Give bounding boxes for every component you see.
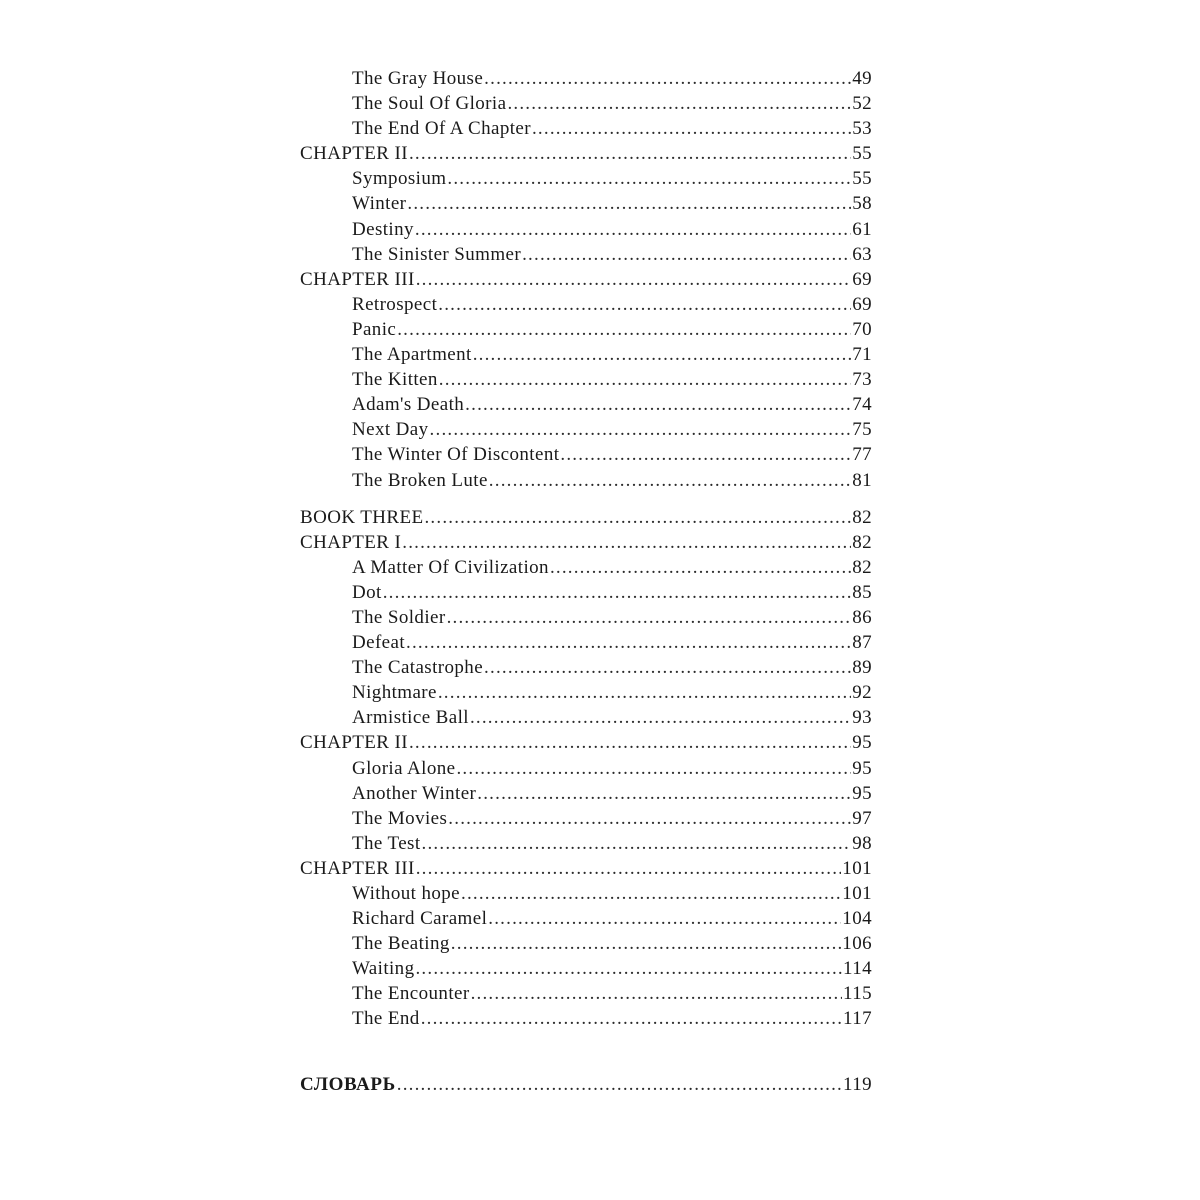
toc-entry xyxy=(300,191,872,216)
toc-entry-title: The Broken Lute xyxy=(352,469,488,491)
toc-leader-dots xyxy=(522,242,851,267)
toc-entry-page: 77 xyxy=(852,444,872,466)
toc-entry-title: Symposium xyxy=(352,168,447,190)
toc-leader-dots xyxy=(470,705,851,730)
toc-entry-page: 69 xyxy=(852,268,872,290)
toc-entry-page: 101 xyxy=(842,857,872,879)
toc-entry-page: 117 xyxy=(843,1008,872,1030)
toc-entry-title: Richard Caramel xyxy=(352,908,488,930)
toc-entry xyxy=(300,442,872,467)
toc-entry xyxy=(300,781,872,806)
toc-entry-page: 95 xyxy=(852,732,872,754)
toc-entry-page: 93 xyxy=(852,707,872,729)
table-of-contents xyxy=(300,66,872,1097)
toc-leader-dots xyxy=(461,881,841,906)
toc-entry-heading xyxy=(300,856,872,881)
toc-entry-title: Another Winter xyxy=(352,782,477,804)
toc-entry-title: Panic xyxy=(352,318,397,340)
toc-entry xyxy=(300,981,872,1006)
toc-leader-dots xyxy=(439,367,851,392)
toc-leader-dots xyxy=(438,292,851,317)
toc-entry-title: Nightmare xyxy=(352,682,437,704)
toc-leader-dots xyxy=(397,317,851,342)
toc-entry-page: 70 xyxy=(852,318,872,340)
toc-entry-title: The Gray House xyxy=(352,68,484,89)
toc-entry-page: 87 xyxy=(852,632,872,654)
toc-entry-page: 85 xyxy=(852,581,872,603)
toc-entry-title: СЛОВАРЬ xyxy=(300,1073,396,1095)
toc-leader-dots xyxy=(488,906,841,931)
toc-entry xyxy=(300,392,872,417)
toc-entry xyxy=(300,630,872,655)
toc-entry-title: CHAPTER II xyxy=(300,143,408,165)
toc-entry-heading xyxy=(300,267,872,292)
toc-entry xyxy=(300,317,872,342)
toc-entry-title: Dot xyxy=(352,581,382,603)
toc-entry-title: Winter xyxy=(352,193,407,215)
toc-entry-title: CHAPTER III xyxy=(300,268,415,290)
toc-entry-glossary xyxy=(300,1072,872,1097)
toc-entry-title: CHAPTER III xyxy=(300,857,415,879)
toc-entry-page: 69 xyxy=(852,293,872,315)
toc-entry-page: 52 xyxy=(852,93,872,115)
toc-section-book-three xyxy=(300,505,872,1032)
toc-entry xyxy=(300,555,872,580)
toc-entry-page: 63 xyxy=(852,243,872,265)
toc-entry xyxy=(300,242,872,267)
toc-entry-page: 58 xyxy=(852,193,872,215)
toc-leader-dots xyxy=(430,417,852,442)
toc-entry-page: 115 xyxy=(843,983,872,1005)
toc-entry xyxy=(300,367,872,392)
toc-leader-dots xyxy=(448,806,851,831)
toc-entry-page: 53 xyxy=(852,118,872,140)
toc-leader-dots xyxy=(451,931,842,956)
toc-entry-page: 71 xyxy=(852,344,872,366)
toc-entry-title: The Kitten xyxy=(352,369,438,391)
toc-leader-dots xyxy=(402,530,851,555)
toc-leader-dots xyxy=(422,831,852,856)
toc-entry xyxy=(300,468,872,493)
toc-entry-page: 101 xyxy=(842,883,872,904)
toc-entry xyxy=(300,655,872,680)
toc-entry-title: The Beating xyxy=(352,933,450,955)
toc-entry-title: Retrospect xyxy=(352,293,438,315)
toc-entry-title: A Matter Of Civilization xyxy=(352,556,549,578)
toc-entry-page: 82 xyxy=(852,556,872,578)
toc-leader-dots xyxy=(489,468,851,493)
toc-entry-title: Without hope xyxy=(352,883,460,904)
toc-entry xyxy=(300,806,872,831)
toc-entry xyxy=(300,66,872,91)
toc-entry-page: 95 xyxy=(852,782,872,804)
toc-entry-page: 119 xyxy=(843,1073,872,1095)
toc-entry xyxy=(300,705,872,730)
toc-entry-title: The Soul Of Gloria xyxy=(352,93,507,115)
toc-entry-title: The End Of A Chapter xyxy=(352,118,531,140)
toc-leader-dots xyxy=(507,91,851,116)
toc-leader-dots xyxy=(416,856,842,881)
toc-leader-dots xyxy=(471,981,842,1006)
toc-entry xyxy=(300,931,872,956)
toc-entry-page: 89 xyxy=(852,657,872,679)
toc-entry xyxy=(300,831,872,856)
toc-entry-title: The Sinister Summer xyxy=(352,243,522,265)
toc-leader-dots xyxy=(407,191,851,216)
toc-entry-page: 92 xyxy=(852,682,872,704)
toc-entry xyxy=(300,881,872,906)
toc-entry-title: Gloria Alone xyxy=(352,757,456,779)
toc-entry xyxy=(300,116,872,141)
toc-entry-title: CHAPTER I xyxy=(300,531,402,553)
toc-entry xyxy=(300,1006,872,1031)
toc-entry-title: CHAPTER II xyxy=(300,732,408,754)
toc-entry-title: Armistice Ball xyxy=(352,707,469,729)
toc-entry xyxy=(300,756,872,781)
toc-leader-dots xyxy=(438,680,851,705)
toc-entry xyxy=(300,417,872,442)
toc-entry-heading xyxy=(300,730,872,755)
toc-entry-title: BOOK THREE xyxy=(300,506,424,528)
section-spacer xyxy=(300,493,872,505)
toc-leader-dots xyxy=(416,267,851,292)
toc-leader-dots xyxy=(465,392,851,417)
toc-leader-dots xyxy=(409,730,851,755)
toc-leader-dots xyxy=(406,630,851,655)
toc-entry xyxy=(300,605,872,630)
toc-leader-dots xyxy=(484,655,851,680)
toc-entry xyxy=(300,292,872,317)
toc-leader-dots xyxy=(484,66,851,91)
toc-entry-title: The End xyxy=(352,1008,420,1030)
toc-entry-title: The Encounter xyxy=(352,983,470,1005)
toc-leader-dots xyxy=(447,605,852,630)
toc-leader-dots xyxy=(383,580,851,605)
toc-entry xyxy=(300,91,872,116)
toc-entry xyxy=(300,906,872,931)
toc-entry xyxy=(300,342,872,367)
section-spacer xyxy=(300,1032,872,1072)
toc-entry-title: The Test xyxy=(352,832,421,854)
toc-entry-page: 98 xyxy=(852,832,872,854)
toc-entry-page: 86 xyxy=(852,606,872,628)
toc-leader-dots xyxy=(456,756,851,781)
toc-entry-title: Waiting xyxy=(352,958,415,980)
toc-entry-title: The Winter Of Discontent xyxy=(352,444,560,466)
toc-leader-dots xyxy=(532,116,851,141)
toc-leader-dots xyxy=(424,505,851,530)
toc-entry-title: Destiny xyxy=(352,218,414,240)
toc-entry xyxy=(300,580,872,605)
toc-entry xyxy=(300,956,872,981)
toc-entry-page: 104 xyxy=(842,908,872,930)
toc-entry xyxy=(300,166,872,191)
toc-entry-page: 97 xyxy=(852,807,872,829)
toc-leader-dots xyxy=(447,166,851,191)
toc-leader-dots xyxy=(550,555,851,580)
toc-entry xyxy=(300,680,872,705)
toc-leader-dots xyxy=(415,956,842,981)
toc-entry-page: 49 xyxy=(852,68,872,89)
toc-entry-page: 74 xyxy=(852,394,872,416)
toc-leader-dots xyxy=(397,1072,842,1097)
toc-entry-page: 55 xyxy=(852,168,872,190)
toc-entry-page: 73 xyxy=(852,369,872,391)
toc-entry-page: 106 xyxy=(842,933,872,955)
toc-entry-title: Adam's Death xyxy=(352,394,465,416)
toc-entry-page: 95 xyxy=(852,757,872,779)
toc-entry-page: 81 xyxy=(852,469,872,491)
toc-leader-dots xyxy=(415,217,851,242)
toc-entry-title: Next Day xyxy=(352,419,429,441)
toc-entry-title: The Catastrophe xyxy=(352,657,484,679)
toc-entry-page: 55 xyxy=(852,143,872,165)
toc-entry-page: 114 xyxy=(843,958,872,980)
toc-section-book-two xyxy=(300,66,872,493)
toc-leader-dots xyxy=(477,781,851,806)
toc-entry xyxy=(300,217,872,242)
toc-entry-page: 82 xyxy=(852,531,872,553)
toc-entry-heading xyxy=(300,505,872,530)
toc-entry-title: The Soldier xyxy=(352,606,446,628)
toc-leader-dots xyxy=(473,342,851,367)
toc-entry-page: 82 xyxy=(852,506,872,528)
toc-leader-dots xyxy=(421,1006,842,1031)
toc-entry-title: The Movies xyxy=(352,807,448,829)
toc-entry-title: The Apartment xyxy=(352,344,472,366)
toc-entry-page: 61 xyxy=(852,218,872,240)
toc-entry-title: Defeat xyxy=(352,632,406,654)
toc-entry-heading xyxy=(300,530,872,555)
toc-leader-dots xyxy=(560,442,851,467)
toc-leader-dots xyxy=(409,141,851,166)
toc-entry-heading xyxy=(300,141,872,166)
toc-entry-page: 75 xyxy=(852,419,872,441)
